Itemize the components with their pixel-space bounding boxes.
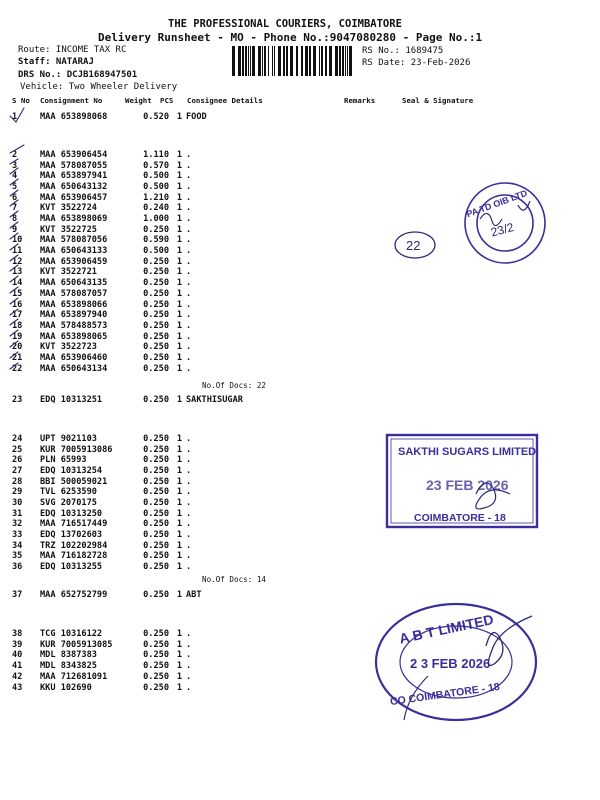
row-details: SAKTHISUGAR [186,395,243,405]
col-consignment: Consignment No [40,96,103,105]
row-sno: 19 [12,331,23,342]
row-pcs: 1 [176,310,182,321]
row-weight: 0.250 [143,278,169,289]
row-details: . [186,671,192,682]
row-consignment: MAA 653906460 [40,352,108,363]
row-weight: 0.250 [143,224,169,235]
row-weight: 0.500 [143,171,169,182]
row-consignment: KUR 7005913086 [40,444,113,455]
row-sno: 17 [12,310,23,321]
row-weight: 0.250 [143,561,169,572]
row-weight: 0.250 [143,444,169,455]
row-weight: 0.250 [143,519,169,530]
row-consignment: MAA 653898069 [40,214,108,225]
row-consignment: EDQ 10313255 [40,561,103,572]
row-weight: 0.590 [143,235,169,246]
row-details: . [186,363,192,374]
row-details: . [186,203,192,214]
rs-date-label: RS Date: 23-Feb-2026 [362,58,471,68]
row-consignment: MAA 652752799 [40,590,108,600]
row-consignment: MAA 578087056 [40,235,108,246]
row-sno: 13 [12,267,23,278]
row-consignment: MAA 653906454 [40,150,108,160]
row-pcs: 1 [176,682,182,693]
row-sno: 12 [12,256,23,267]
row-sno: 24 [12,434,23,444]
row-weight: 0.240 [143,203,169,214]
row-pcs: 1 [176,171,182,182]
row-pcs: 1 [176,629,182,639]
row-weight: 0.520 [143,112,169,122]
row-pcs: 1 [176,256,182,267]
row-pcs: 1 [176,235,182,246]
abt-stamp-name: A B T LIMITED [397,611,495,647]
row-consignment: EDQ 10313254 [40,465,103,476]
row-pcs: 1 [176,540,182,551]
row-details: . [186,278,192,289]
row-sno: 22 [12,363,23,374]
sakthi-stamp [384,432,542,532]
row-consignment: MAA 578087057 [40,288,108,299]
row-pcs: 1 [176,352,182,363]
row-details: . [186,661,192,672]
row-pcs: 1 [176,455,182,466]
row-sno: 1 [12,112,18,122]
row-sno: 2 [12,150,18,160]
row-details: . [186,434,192,444]
row-weight: 1.110 [143,150,169,160]
abt-stamp [368,596,558,726]
row-details: . [186,192,192,203]
row-sno: 34 [12,540,23,551]
col-weight: Weight [125,96,152,105]
round-stamp [450,175,560,275]
row-consignment: PLN 65993 [40,455,87,466]
row-pcs: 1 [176,661,182,672]
row-consignment: MAA 716517449 [40,519,108,530]
row-pcs: 1 [176,465,182,476]
row-weight: 0.250 [143,671,169,682]
row-sno: 7 [12,203,18,214]
col-remarks: Remarks [344,96,376,105]
company-name: THE PROFESSIONAL COURIERS, COIMBATORE [168,18,402,30]
row-consignment: MAA 578488573 [40,320,108,331]
row-consignment: EDQ 10313250 [40,508,103,519]
row-consignment: TCG 10316122 [40,629,103,639]
row-weight: 0.500 [143,182,169,193]
row-weight: 0.250 [143,682,169,693]
row-sno: 11 [12,246,23,257]
row-sno: 14 [12,278,23,289]
row-weight: 0.250 [143,256,169,267]
row-details: . [186,444,192,455]
col-sno: S No [12,96,30,105]
row-weight: 1.210 [143,192,169,203]
row-details: . [186,465,192,476]
row-pcs: 1 [176,150,182,160]
barcode [230,46,356,76]
row-consignment: KVT 3522721 [40,267,97,278]
row-consignment: MAA 653898065 [40,331,108,342]
row-details: . [186,224,192,235]
abt-stamp-place: CO COIMBATORE - 18 [389,680,501,709]
row-consignment: MAA 650643135 [40,278,108,289]
row-details: . [186,540,192,551]
row-sno: 42 [12,671,23,682]
row-details: . [186,150,192,160]
row-consignment: MAA 578087055 [40,160,108,171]
row-details: . [186,508,192,519]
row-details: . [186,629,192,639]
row-sno: 25 [12,444,23,455]
docs-count: No.Of Docs: 14 [202,575,267,584]
staff-label: Staff: NATARAJ [18,57,94,67]
rs-no-label: RS No.: 1689475 [362,46,444,56]
row-consignment: UPT 9021103 [40,434,97,444]
row-consignment: MAA 650643134 [40,363,108,374]
row-details: . [186,246,192,257]
row-details: . [186,182,192,193]
row-details: . [186,561,192,572]
row-details: . [186,476,192,487]
circled-count-text: 22 [406,238,421,253]
row-sno: 30 [12,497,23,508]
drs-label: DRS No.: DCJB168947501 [18,70,138,80]
circled-count [392,228,440,262]
row-sno: 20 [12,342,23,353]
row-weight: 0.250 [143,508,169,519]
row-pcs: 1 [176,551,182,562]
row-sno: 38 [12,629,23,639]
row-sno: 3 [12,160,18,171]
row-pcs: 1 [176,639,182,650]
row-details: . [186,551,192,562]
row-weight: 0.250 [143,267,169,278]
row-details: . [186,320,192,331]
row-pcs: 1 [176,246,182,257]
docs-count: No.Of Docs: 22 [202,381,267,390]
vehicle-label: Vehicle: Two Wheeler Delivery [20,82,178,92]
row-pcs: 1 [176,182,182,193]
row-consignment: MAA 650643132 [40,182,108,193]
row-pcs: 1 [176,561,182,572]
row-details: . [186,497,192,508]
row-details: . [186,160,192,171]
row-pcs: 1 [176,224,182,235]
row-pcs: 1 [176,288,182,299]
row-weight: 0.250 [143,395,169,405]
row-details: . [186,288,192,299]
row-weight: 0.250 [143,320,169,331]
row-details: . [186,171,192,182]
row-details: . [186,455,192,466]
row-pcs: 1 [176,278,182,289]
row-pcs: 1 [176,476,182,487]
row-weight: 0.250 [143,310,169,321]
row-weight: 0.250 [143,331,169,342]
row-sno: 18 [12,320,23,331]
row-weight: 0.500 [143,246,169,257]
row-consignment: EDQ 13702603 [40,529,103,540]
row-sno: 29 [12,487,23,498]
row-sno: 23 [12,395,23,405]
round-stamp-date: 23/2 [489,220,516,240]
row-pcs: 1 [176,112,182,122]
col-pcs: PCS [160,96,174,105]
row-sno: 27 [12,465,23,476]
row-weight: 0.250 [143,352,169,363]
row-details: . [186,299,192,310]
row-details: ABT [186,590,202,600]
row-details: . [186,256,192,267]
row-pcs: 1 [176,434,182,444]
row-details: . [186,529,192,540]
row-sno: 5 [12,182,18,193]
row-pcs: 1 [176,320,182,331]
row-weight: 0.250 [143,650,169,661]
row-pcs: 1 [176,444,182,455]
row-details: . [186,342,192,353]
sakthi-stamp-name: SAKTHI SUGARS LIMITED [398,446,537,458]
row-sno: 37 [12,590,23,600]
row-sno: 43 [12,682,23,693]
row-sno: 36 [12,561,23,572]
row-weight: 0.250 [143,551,169,562]
row-sno: 15 [12,288,23,299]
runsheet-subtitle: Delivery Runsheet - MO - Phone No.:9047080280 - Page No.:1 [98,31,483,44]
row-weight: 0.250 [143,497,169,508]
row-pcs: 1 [176,487,182,498]
row-details: . [186,682,192,693]
row-consignment: KVT 3522725 [40,224,97,235]
row-weight: 0.570 [143,160,169,171]
row-sno: 8 [12,214,18,225]
row-consignment: TRZ 102202984 [40,540,108,551]
row-details: . [186,267,192,278]
row-weight: 0.250 [143,299,169,310]
row-sno: 21 [12,352,23,363]
row-sno: 10 [12,235,23,246]
row-consignment: KKU 102690 [40,682,92,693]
row-consignment: KVT 3522724 [40,203,97,214]
row-pcs: 1 [176,497,182,508]
route-label: Route: INCOME TAX RC [18,45,127,55]
row-consignment: MAA 653906457 [40,192,108,203]
row-details: . [186,235,192,246]
row-sno: 35 [12,551,23,562]
row-weight: 0.250 [143,476,169,487]
col-details: Consignee Details [187,96,263,105]
row-weight: 0.250 [143,288,169,299]
row-pcs: 1 [176,342,182,353]
row-consignment: MAA 653898066 [40,299,108,310]
row-pcs: 1 [176,363,182,374]
row-pcs: 1 [176,671,182,682]
row-details: . [186,639,192,650]
row-pcs: 1 [176,203,182,214]
row-pcs: 1 [176,267,182,278]
sakthi-stamp-date: 23 FEB 2026 [426,477,509,493]
row-pcs: 1 [176,529,182,540]
row-consignment: MDL 8387383 [40,650,97,661]
row-sno: 16 [12,299,23,310]
abt-stamp-date: 2 3 FEB 2026 [410,656,491,671]
row-pcs: 1 [176,519,182,530]
row-consignment: KUR 7005913085 [40,639,113,650]
row-pcs: 1 [176,299,182,310]
row-weight: 0.250 [143,363,169,374]
row-sno: 6 [12,192,18,203]
row-weight: 0.250 [143,465,169,476]
row-details: . [186,310,192,321]
row-details: . [186,214,192,225]
row-sno: 39 [12,639,23,650]
row-weight: 0.250 [143,434,169,444]
row-consignment: MAA 653898068 [40,112,108,122]
row-pcs: 1 [176,508,182,519]
row-consignment: TVL 6253590 [40,487,97,498]
row-weight: 0.250 [143,455,169,466]
row-details: . [186,650,192,661]
sakthi-stamp-place: COIMBATORE - 18 [414,512,506,524]
row-consignment: EDQ 10313251 [40,395,103,405]
row-consignment: MDL 8343825 [40,661,97,672]
row-details: FOOD [186,112,207,122]
row-details: . [186,519,192,530]
row-sno: 41 [12,661,23,672]
row-details: . [186,352,192,363]
row-sno: 31 [12,508,23,519]
row-weight: 0.250 [143,629,169,639]
row-weight: 0.250 [143,529,169,540]
row-consignment: MAA 650643133 [40,246,108,257]
row-consignment: MAA 653906459 [40,256,108,267]
row-sno: 40 [12,650,23,661]
row-pcs: 1 [176,214,182,225]
row-weight: 0.250 [143,639,169,650]
row-pcs: 1 [176,395,182,405]
row-pcs: 1 [176,160,182,171]
row-sno: 4 [12,171,18,182]
row-consignment: MAA 716182728 [40,551,108,562]
row-details: . [186,331,192,342]
round-stamp-text: PA TD OIB LTD [465,188,529,220]
row-consignment: MAA 653897941 [40,171,108,182]
row-consignment: MAA 712681091 [40,671,108,682]
row-details: . [186,487,192,498]
row-pcs: 1 [176,650,182,661]
row-sno: 28 [12,476,23,487]
row-weight: 0.250 [143,487,169,498]
row-sno: 26 [12,455,23,466]
row-weight: 0.250 [143,342,169,353]
row-consignment: KVT 3522723 [40,342,97,353]
row-consignment: BBI 500059021 [40,476,108,487]
row-weight: 0.250 [143,661,169,672]
row-weight: 1.000 [143,214,169,225]
row-sno: 33 [12,529,23,540]
row-sno: 32 [12,519,23,530]
col-seal: Seal & Signature [402,96,474,105]
row-pcs: 1 [176,590,182,600]
row-sno: 9 [12,224,18,235]
row-consignment: SVG 2070175 [40,497,97,508]
row-consignment: MAA 653897940 [40,310,108,321]
row-pcs: 1 [176,192,182,203]
row-pcs: 1 [176,331,182,342]
row-weight: 0.250 [143,590,169,600]
row-weight: 0.250 [143,540,169,551]
